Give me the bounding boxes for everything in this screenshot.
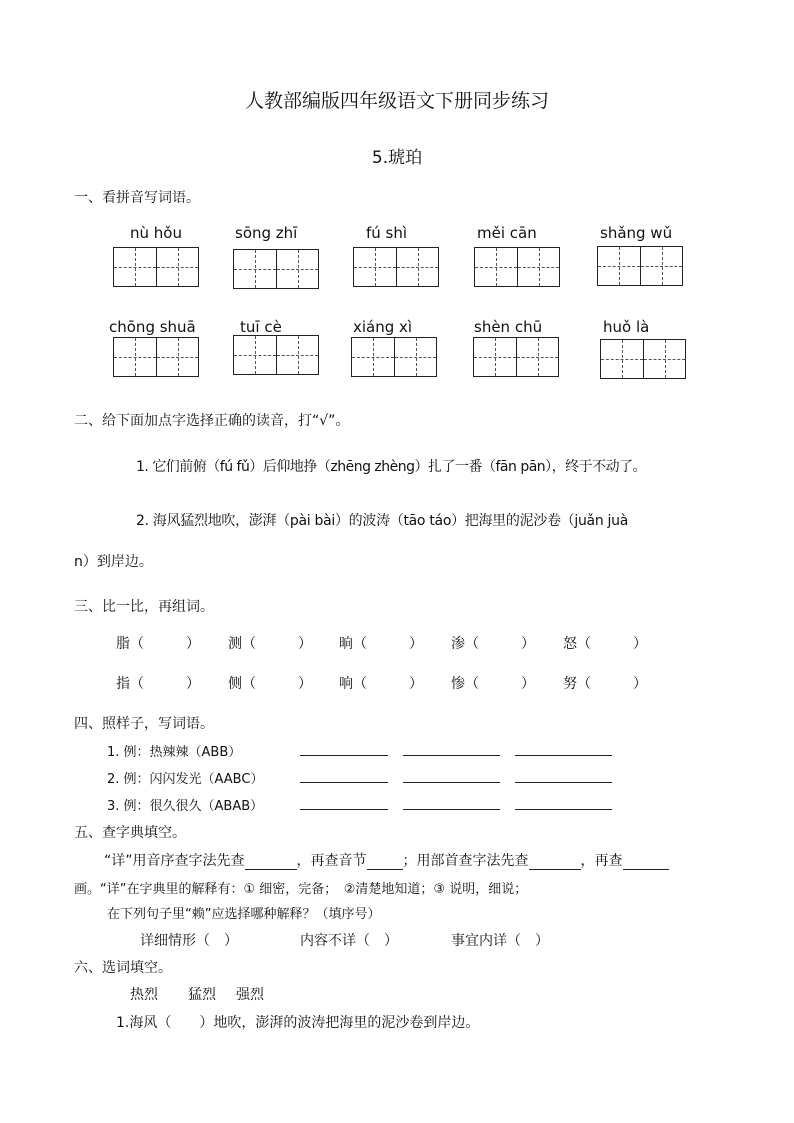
writing-grid[interactable]: [473, 337, 559, 377]
pinyin-label: shèn chū: [474, 318, 543, 336]
section-5-heading: 五、查字典填空。: [74, 825, 186, 841]
pinyin-label: tuī cè: [240, 318, 282, 336]
compare-item[interactable]: 怒（ ）: [563, 636, 647, 652]
pinyin-label: chōng shuā: [109, 318, 196, 336]
compare-item[interactable]: 响（ ）: [339, 676, 423, 692]
blank[interactable]: [529, 855, 581, 870]
question-text: n）到岸边。: [74, 554, 153, 570]
blank[interactable]: [245, 855, 297, 870]
option-item[interactable]: 内容不详（ ）: [300, 933, 398, 949]
answer-line[interactable]: [515, 755, 612, 756]
writing-grid[interactable]: [233, 335, 319, 375]
example-item: 2. 例：闪闪发光（AABC）: [107, 772, 264, 787]
example-item: 3. 例：很久很久（ABAB）: [107, 799, 264, 814]
page-title: 人教部编版四年级语文下册同步练习: [244, 90, 549, 112]
answer-line[interactable]: [515, 782, 612, 783]
writing-grid[interactable]: [351, 337, 437, 377]
pinyin-label: xiáng xì: [353, 318, 413, 336]
writing-grid[interactable]: [600, 339, 686, 379]
example-item: 1. 例：热辣辣（ABB）: [107, 745, 242, 760]
compare-item[interactable]: 测（ ）: [228, 636, 312, 652]
writing-grid[interactable]: [113, 337, 199, 377]
question-text: 2. 海风猛烈地吹，澎湃（pài bài）的波涛（tāo táo）把海里的泥沙卷（juǎn juà: [136, 513, 628, 529]
dictionary-line: [104, 850, 669, 870]
pinyin-label: shǎng wǔ: [600, 224, 673, 242]
word-choice: 猛烈: [188, 987, 216, 1003]
section-2-heading: 二、给下面加点字选择正确的读音，打“√”。: [74, 413, 350, 429]
answer-line[interactable]: [403, 782, 500, 783]
section-4-heading: 四、照样子，写词语。: [74, 716, 214, 732]
text: “详”用音序查字法先查: [104, 853, 245, 869]
text: ；用部首查字法先查: [402, 853, 529, 869]
section-1-heading: 一、看拼音写词语。: [74, 190, 200, 206]
pinyin-label: měi cān: [477, 224, 537, 242]
option-item[interactable]: 详细情形（ ）: [140, 933, 238, 949]
section-3-heading: 三、比一比，再组词。: [74, 599, 214, 615]
writing-grid[interactable]: [113, 247, 199, 287]
lesson-title: 5.琥珀: [371, 148, 423, 168]
pinyin-label: huǒ là: [603, 318, 650, 336]
answer-line[interactable]: [300, 755, 388, 756]
pinyin-label: nù hǒu: [130, 224, 182, 242]
answer-line[interactable]: [300, 782, 388, 783]
pinyin-label: fú shì: [366, 224, 408, 242]
blank[interactable]: [623, 855, 669, 870]
compare-item[interactable]: 晌（ ）: [339, 636, 423, 652]
question-text: 1. 它们前俯（fú fǔ）后仰地挣（zhēng zhèng）扎了一番（fān pān），终于不动了。: [136, 459, 647, 475]
dictionary-line: 画。“详”在字典里的解释有：① 细密，完备； ②清楚地知道；③ 说明，细说；: [74, 882, 528, 897]
compare-item[interactable]: 渗（ ）: [451, 636, 535, 652]
question-text: 1.海风（ ）地吹，澎湃的波涛把海里的泥沙卷到岸边。: [116, 1015, 480, 1031]
word-choice: 强烈: [236, 987, 264, 1003]
compare-item[interactable]: 惨（ ）: [451, 676, 535, 692]
compare-item[interactable]: 侧（ ）: [228, 676, 312, 692]
writing-grid[interactable]: [474, 247, 560, 287]
section-6-heading: 六、选词填空。: [74, 960, 172, 976]
answer-line[interactable]: [403, 809, 500, 810]
text: ，再查音节: [296, 853, 367, 869]
writing-grid[interactable]: [353, 247, 439, 287]
pinyin-label: sōng zhī: [235, 224, 298, 242]
writing-grid[interactable]: [597, 246, 683, 286]
option-item[interactable]: 事宜内详（ ）: [451, 933, 549, 949]
answer-line[interactable]: [300, 809, 388, 810]
compare-item[interactable]: 努（ ）: [563, 676, 647, 692]
compare-item[interactable]: 脂（ ）: [116, 636, 200, 652]
compare-item[interactable]: 指（ ）: [116, 676, 200, 692]
text: ，再查: [580, 853, 623, 869]
answer-line[interactable]: [403, 755, 500, 756]
dictionary-line: 在下列句子里“赖”应选择哪种解释？（填序号）: [107, 907, 381, 922]
writing-grid[interactable]: [233, 249, 319, 289]
blank[interactable]: [367, 855, 403, 870]
answer-line[interactable]: [515, 809, 612, 810]
word-choice: 热烈: [130, 987, 158, 1003]
